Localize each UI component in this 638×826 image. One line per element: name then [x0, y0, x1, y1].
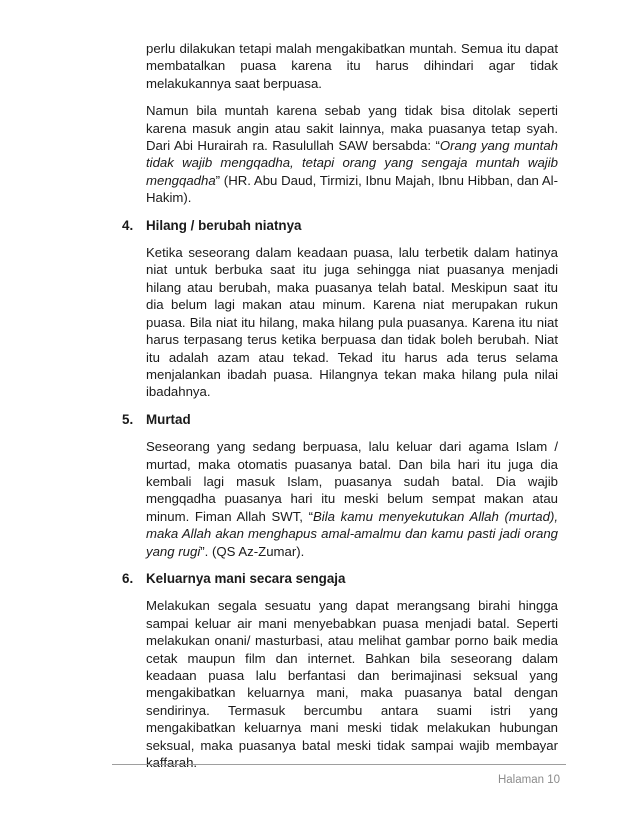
- hadith-quote: Orang yang muntah tidak wajib mengqadha, tetapi orang yang sengaja muntah wajib mengqadha: [146, 138, 558, 188]
- section-5-title: Murtad: [146, 411, 191, 427]
- section-5-number: 5.: [122, 411, 134, 427]
- section-4-heading: [122, 217, 558, 234]
- page-number: Halaman 10: [497, 774, 560, 786]
- section-5-body-text-a: Seseorang yang sedang berpuasa, lalu keluar dari agama Islam / murtad, maka otomatis puasanya batal. Dan bila hari itu juga dia kembali lagi masuk Islam, puasanya sudah batal. Dia wajib mengqadha puasanya hari itu meski belum sempat makan atau minum. Fiman Allah SWT, “: [146, 439, 558, 524]
- intro-paragraph-2: [146, 102, 558, 206]
- section-6-heading: [122, 570, 558, 587]
- section-6-title: Keluarnya mani secara sengaja: [146, 570, 346, 586]
- section-5-heading: [122, 411, 558, 428]
- intro-paragraph-2-text-b: ” (HR. Abu Daud, Tirmizi, Ibnu Majah, Ibnu Hibban, dan Al-Hakim).: [146, 172, 558, 206]
- section-4-number: 4.: [122, 217, 134, 233]
- quran-quote: Bila kamu menyekutukan Allah (murtad), maka Allah akan menghapus amal-amalmu dan kamu pasti jadi orang yang rugi: [146, 508, 558, 559]
- section-5-body: [146, 438, 558, 560]
- intro-paragraph-2-text-a: Namun bila muntah karena sebab yang tidak bisa ditolak seperti karena masuk angin atau sakit lainnya, maka puasanya tetap syah. Dari Abi Hurairah ra. Rasulullah SAW bersabda: “: [146, 103, 558, 154]
- section-4-body: Ketika seseorang dalam keadaan puasa, lalu terbetik dalam hatinya niat untuk berbuka saat itu juga sehingga niat puasanya menjadi hilang atau berubah, maka puasanya telah batal. Meskipun saat itu dia belum lagi makan atau minum. Karena niat merupakan rukun puasa. Bila niat itu hilang, maka hilang pula puasanya. Karena itu niat harus terpasang terus ketika berpuasa dan tidak boleh berubah. Niat itu adalah azam atau tekad. Tekad itu harus ada terus selama menjalankan ibadah puasa. Hilangnya tekan maka hilang pula nilai ibadahnya.: [146, 245, 558, 400]
- page-content: [122, 40, 558, 781]
- section-4-title: Hilang / berubah niatnya: [146, 217, 302, 233]
- section-6-number: 6.: [122, 570, 134, 586]
- section-5-body-text-b: ”. (QS Az-Zumar).: [200, 543, 305, 559]
- intro-paragraph-1: perlu dilakukan tetapi malah mengakibatkan muntah. Semua itu dapat membatalkan puasa karena itu harus dihindari agar tidak melakukannya saat berpuasa.: [146, 41, 558, 91]
- section-5: [122, 411, 558, 560]
- footer-divider: [112, 764, 566, 765]
- section-6-body: Melakukan segala sesuatu yang dapat merangsang birahi hingga sampai keluar air mani menyebabkan puasa menjadi batal. Seperti melakukan onani/ masturbasi, atau melihat gambar porno baik media cetak maupun film dan internet. Bahkan bila seseorang dalam keadaan puasa lalu berfantasi dan berimajinasi seksual yang mengakibatkan keluarnya mani, maka puasanya batal dengan sendirinya. Termasuk bercumbu antara suami istri yang mengakibatkan keluarnya mani meski tidak melakukan hubungan seksual, maka puasanya batal meski tidak sampai wajib membayar kaffarah.: [146, 598, 558, 771]
- section-4: [122, 217, 558, 401]
- section-6: [122, 570, 558, 771]
